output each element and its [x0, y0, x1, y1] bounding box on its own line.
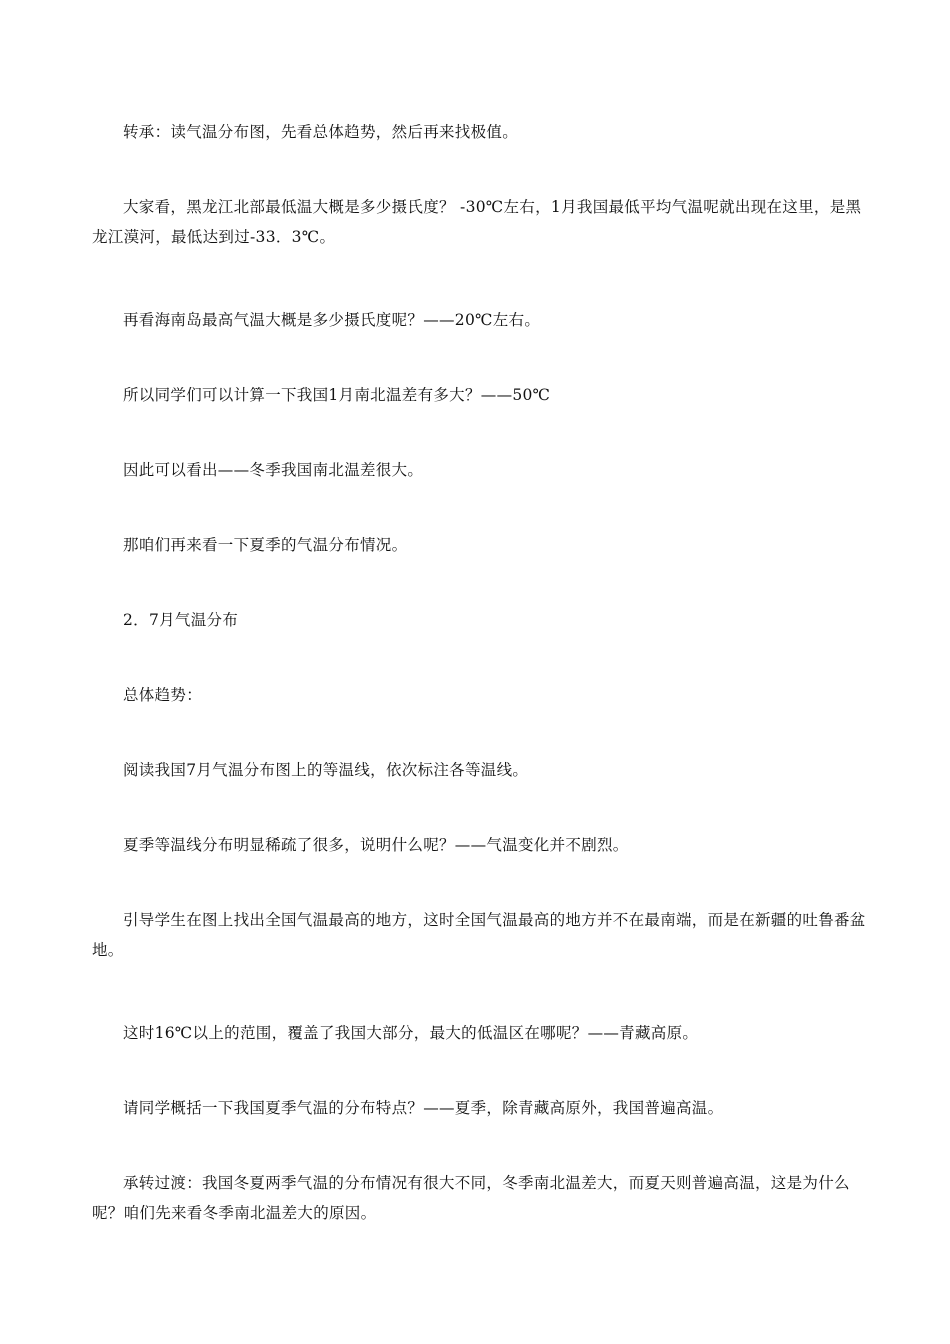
paragraph-transition-winter-cause: 承转过渡：我国冬夏两季气温的分布情况有很大不同，冬季南北温差大，而夏天则普遍高温，这是为什么呢？咱们先来看冬季南北温差大的原因。	[92, 1174, 850, 1222]
paragraph-overall-trend: 总体趋势：	[123, 686, 203, 704]
paragraph-turpan-basin: 引导学生在图上找出全国气温最高的地方，这时全国气温最高的地方并不在最南端，而是在新疆的吐鲁番盆地。	[92, 911, 866, 959]
paragraph-hainan-highest: 再看海南岛最高气温大概是多少摄氏度呢？——20℃左右。	[123, 311, 541, 329]
paragraph-heilongjiang-lowest: 大家看，黑龙江北部最低温大概是多少摄氏度？ -30℃左右，1月我国最低平均气温呢就出现在这里，是黑龙江漠河，最低达到过-33．3℃。	[92, 198, 862, 246]
paragraph-summer-intro: 那咱们再来看一下夏季的气温分布情况。	[123, 536, 408, 554]
paragraph-sparse-isotherms: 夏季等温线分布明显稀疏了很多，说明什么呢？——气温变化并不剧烈。	[123, 836, 629, 854]
paragraph-transition-read-map: 转承：读气温分布图，先看总体趋势，然后再来找极值。	[123, 123, 519, 141]
section-heading-july: 2．7月气温分布	[123, 611, 239, 629]
paragraph-summer-summary: 请同学概括一下我国夏季气温的分布特点？——夏季，除青藏高原外，我国普遍高温。	[123, 1099, 724, 1117]
paragraph-read-isotherms: 阅读我国7月气温分布图上的等温线，依次标注各等温线。	[123, 761, 529, 779]
paragraph-temperature-difference: 所以同学们可以计算一下我国1月南北温差有多大？——50℃	[123, 386, 551, 404]
paragraph-winter-conclusion: 因此可以看出——冬季我国南北温差很大。	[123, 461, 424, 479]
paragraph-qinghai-tibet: 这时16℃以上的范围，覆盖了我国大部分，最大的低温区在哪呢？——青藏高原。	[123, 1024, 699, 1042]
